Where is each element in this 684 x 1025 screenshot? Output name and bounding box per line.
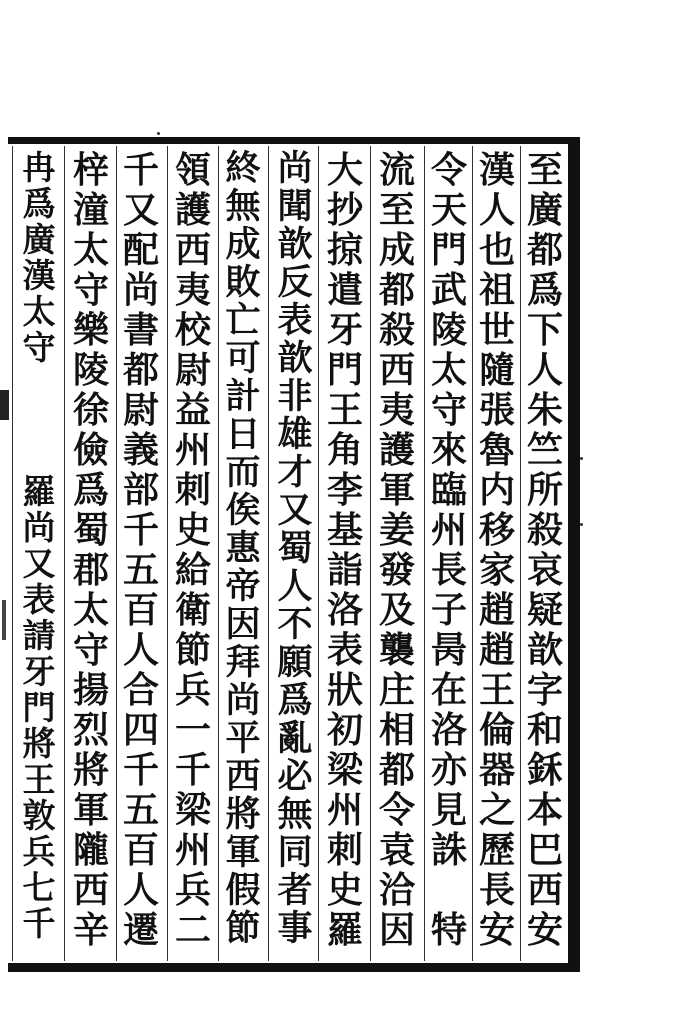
character: 李 (326, 469, 363, 511)
character: 角 (326, 429, 363, 471)
character: 給 (174, 549, 211, 591)
character: 漢 (22, 256, 56, 295)
character: 歆 (277, 224, 313, 265)
character: 州 (326, 789, 363, 831)
character: 守 (22, 328, 56, 367)
character: 郡 (72, 549, 109, 591)
character: 庄 (378, 669, 415, 711)
character: 大 (326, 149, 363, 191)
character: 天 (430, 189, 467, 231)
character: 揚 (72, 669, 109, 711)
character: 者 (277, 870, 313, 911)
character: 移 (478, 509, 515, 551)
character: 歷 (478, 829, 515, 871)
character: 殺 (378, 309, 415, 351)
character: 門 (326, 349, 363, 391)
character: 袁 (378, 829, 415, 871)
character: 之 (478, 789, 515, 831)
column-rule (218, 146, 219, 961)
character: 百 (122, 589, 159, 631)
frame-left-mark (0, 390, 9, 420)
character: 又 (277, 490, 313, 531)
character: 因 (378, 909, 415, 951)
character: 歆 (277, 338, 313, 379)
character: 隴 (72, 829, 109, 871)
character: 也 (478, 229, 515, 271)
character: 請 (22, 616, 56, 655)
character: 和 (526, 709, 563, 751)
character: 五 (122, 789, 159, 831)
character: 子 (430, 589, 467, 631)
character: 反 (277, 262, 313, 303)
character: 刺 (326, 829, 363, 871)
column-rule (424, 146, 425, 961)
character: 亡 (225, 300, 261, 341)
column-rule (12, 146, 13, 961)
character: 益 (174, 389, 211, 431)
character: 史 (326, 869, 363, 911)
character: 都 (122, 349, 159, 391)
character: 漢 (478, 149, 515, 191)
character: 本 (526, 789, 563, 831)
character: 西 (225, 756, 261, 797)
character: 發 (378, 549, 415, 591)
character: 領 (174, 149, 211, 191)
character: 令 (378, 789, 415, 831)
character: 護 (174, 189, 211, 231)
character: 蜀 (277, 528, 313, 569)
column-rule (520, 146, 521, 961)
character: 千 (122, 509, 159, 551)
character: 千 (122, 149, 159, 191)
character: 而 (225, 452, 261, 493)
character: 相 (378, 709, 415, 751)
character: 因 (225, 604, 261, 645)
character: 廣 (526, 189, 563, 231)
character: 辛 (72, 909, 109, 951)
character: 人 (526, 349, 563, 391)
character: 千 (122, 749, 159, 791)
character: 太 (72, 589, 109, 631)
character: 見 (430, 789, 467, 831)
column-rule (167, 146, 168, 961)
character: 節 (225, 908, 261, 949)
character: 梁 (174, 789, 211, 831)
character: 兵 (22, 832, 56, 871)
character: 令 (430, 149, 467, 191)
character: 都 (526, 229, 563, 271)
character: 門 (22, 688, 56, 727)
character: 不 (277, 604, 313, 645)
character: 又 (122, 189, 159, 231)
character: 及 (378, 589, 415, 631)
character: 成 (225, 224, 261, 265)
character: 魯 (478, 429, 515, 471)
character: 陵 (430, 309, 467, 351)
character: 亂 (277, 718, 313, 759)
character: 所 (526, 469, 563, 511)
ink-speck (580, 523, 583, 526)
character: 假 (225, 870, 261, 911)
character (16, 402, 62, 438)
text-column (16, 150, 62, 942)
character: 西 (72, 869, 109, 911)
frame-bottom-border (8, 963, 580, 972)
character: 廣 (22, 220, 56, 259)
character: 尉 (122, 389, 159, 431)
text-column (272, 150, 318, 948)
character: 至 (378, 189, 415, 231)
text-column (474, 150, 520, 950)
column-rule (318, 146, 319, 961)
character: 成 (378, 229, 415, 271)
character: 倫 (478, 709, 515, 751)
character: 無 (225, 186, 261, 227)
character: 俟 (225, 490, 261, 531)
character: 王 (326, 389, 363, 431)
character: 衛 (174, 589, 211, 631)
column-rule (472, 146, 473, 961)
text-column (374, 150, 420, 950)
character: 陵 (72, 349, 109, 391)
ink-speck (157, 132, 160, 135)
character (16, 438, 62, 474)
text-column (426, 150, 472, 950)
character: 史 (174, 509, 211, 551)
character: 流 (378, 149, 415, 191)
character: 千 (22, 904, 56, 943)
character: 下 (526, 309, 563, 351)
character: 門 (430, 229, 467, 271)
character: 合 (122, 669, 159, 711)
character: 守 (430, 389, 467, 431)
character: 表 (326, 629, 363, 671)
character: 敗 (225, 262, 261, 303)
character: 殺 (526, 509, 563, 551)
character: 表 (22, 580, 56, 619)
column-rule (268, 146, 269, 961)
character: 州 (430, 509, 467, 551)
character: 太 (22, 292, 56, 331)
character: 爲 (72, 469, 109, 511)
character: 人 (478, 189, 515, 231)
character: 願 (277, 642, 313, 683)
character: 太 (430, 349, 467, 391)
character: 事 (277, 908, 313, 949)
character: 同 (277, 832, 313, 873)
character: 日 (225, 414, 261, 455)
character: 王 (22, 760, 56, 799)
column-rule (116, 146, 117, 961)
character: 掠 (326, 229, 363, 271)
character: 七 (22, 868, 56, 907)
character: 太 (72, 229, 109, 271)
character: 哀 (526, 549, 563, 591)
character: 西 (174, 229, 211, 271)
character: 雄 (277, 414, 313, 455)
character: 護 (378, 429, 415, 471)
character: 襲 (378, 629, 415, 671)
character: 巴 (526, 829, 563, 871)
character: 守 (72, 629, 109, 671)
character: 軍 (72, 789, 109, 831)
character: 可 (225, 338, 261, 379)
character: 將 (22, 724, 56, 763)
character: 才 (277, 452, 313, 493)
character: 至 (526, 149, 563, 191)
character: 聞 (277, 186, 313, 227)
text-column (170, 150, 216, 950)
character: 部 (122, 469, 159, 511)
character: 又 (22, 544, 56, 583)
character: 祖 (478, 269, 515, 311)
character: 器 (478, 749, 515, 791)
character: 一 (174, 709, 211, 751)
character: 歆 (526, 629, 563, 671)
text-column (322, 150, 368, 950)
character: 人 (277, 566, 313, 607)
character: 將 (225, 794, 261, 835)
character: 千 (174, 749, 211, 791)
character: 姜 (378, 509, 415, 551)
character: 表 (277, 300, 313, 341)
ink-speck (580, 457, 583, 460)
character: 來 (430, 429, 467, 471)
frame-top-border (8, 137, 580, 144)
character: 羅 (326, 909, 363, 951)
character: 刺 (174, 469, 211, 511)
character: 平 (225, 718, 261, 759)
character: 字 (526, 669, 563, 711)
frame-left-mark-2 (2, 600, 6, 640)
character: 必 (277, 756, 313, 797)
frame-right-border (568, 137, 580, 972)
character: 隨 (478, 349, 515, 391)
character: 羅 (22, 472, 56, 511)
character: 百 (122, 829, 159, 871)
character: 朱 (526, 389, 563, 431)
character: 校 (174, 309, 211, 351)
character: 在 (430, 669, 467, 711)
character: 潼 (72, 189, 109, 231)
character: 兵 (174, 869, 211, 911)
character: 尚 (277, 148, 313, 189)
character: 軍 (378, 469, 415, 511)
character: 詣 (326, 549, 363, 591)
character: 牙 (326, 309, 363, 351)
character (16, 366, 62, 402)
character: 都 (378, 749, 415, 791)
character: 義 (122, 429, 159, 471)
character: 内 (478, 469, 515, 511)
character: 終 (225, 148, 261, 189)
character: 洛 (326, 589, 363, 631)
character: 敦 (22, 796, 56, 835)
character: 疑 (526, 589, 563, 631)
character: 尚 (122, 269, 159, 311)
character: 夷 (174, 269, 211, 311)
character: 遣 (326, 269, 363, 311)
character: 洽 (378, 869, 415, 911)
character: 州 (174, 429, 211, 471)
character: 亦 (430, 749, 467, 791)
character: 冉 (22, 148, 56, 187)
character: 尉 (174, 349, 211, 391)
character: 惠 (225, 528, 261, 569)
character: 軍 (225, 832, 261, 873)
character: 夷 (378, 389, 415, 431)
column-rule (64, 146, 65, 961)
character: 帝 (225, 566, 261, 607)
character: 鉌 (526, 749, 563, 791)
text-column (220, 150, 266, 948)
character (426, 870, 472, 910)
character: 牙 (22, 652, 56, 691)
character: 昺 (430, 629, 467, 671)
character: 人 (122, 869, 159, 911)
character: 洛 (430, 709, 467, 751)
character: 爲 (277, 680, 313, 721)
character: 計 (225, 376, 261, 417)
character: 王 (478, 669, 515, 711)
character: 張 (478, 389, 515, 431)
character: 兵 (174, 669, 211, 711)
text-column (68, 150, 114, 950)
character: 爲 (526, 269, 563, 311)
character: 西 (526, 869, 563, 911)
character: 趙 (478, 589, 515, 631)
character: 誅 (430, 829, 467, 871)
character: 蜀 (72, 509, 109, 551)
character: 基 (326, 509, 363, 551)
character: 武 (430, 269, 467, 311)
character: 書 (122, 309, 159, 351)
character: 人 (122, 629, 159, 671)
character: 梁 (326, 749, 363, 791)
character: 家 (478, 549, 515, 591)
character: 長 (430, 549, 467, 591)
character: 五 (122, 549, 159, 591)
character: 西 (378, 349, 415, 391)
character: 拜 (225, 642, 261, 683)
character: 尚 (22, 508, 56, 547)
character: 尚 (225, 680, 261, 721)
character: 安 (526, 909, 563, 951)
character: 臨 (430, 469, 467, 511)
character: 無 (277, 794, 313, 835)
character: 遷 (122, 909, 159, 951)
character: 安 (478, 909, 515, 951)
character: 將 (72, 749, 109, 791)
character: 爲 (22, 184, 56, 223)
character: 非 (277, 376, 313, 417)
character: 特 (430, 909, 467, 951)
character: 梓 (72, 149, 109, 191)
character: 四 (122, 709, 159, 751)
character: 二 (174, 909, 211, 951)
character: 世 (478, 309, 515, 351)
text-column (522, 150, 568, 950)
character: 樂 (72, 309, 109, 351)
character: 州 (174, 829, 211, 871)
character: 初 (326, 709, 363, 751)
character: 配 (122, 229, 159, 271)
character: 儉 (72, 429, 109, 471)
character: 趙 (478, 629, 515, 671)
character: 烈 (72, 709, 109, 751)
character: 長 (478, 869, 515, 911)
column-rule (370, 146, 371, 961)
character: 狀 (326, 669, 363, 711)
character: 都 (378, 269, 415, 311)
character: 節 (174, 629, 211, 671)
character: 竺 (526, 429, 563, 471)
character: 徐 (72, 389, 109, 431)
character: 抄 (326, 189, 363, 231)
character: 守 (72, 269, 109, 311)
text-column (118, 150, 164, 950)
